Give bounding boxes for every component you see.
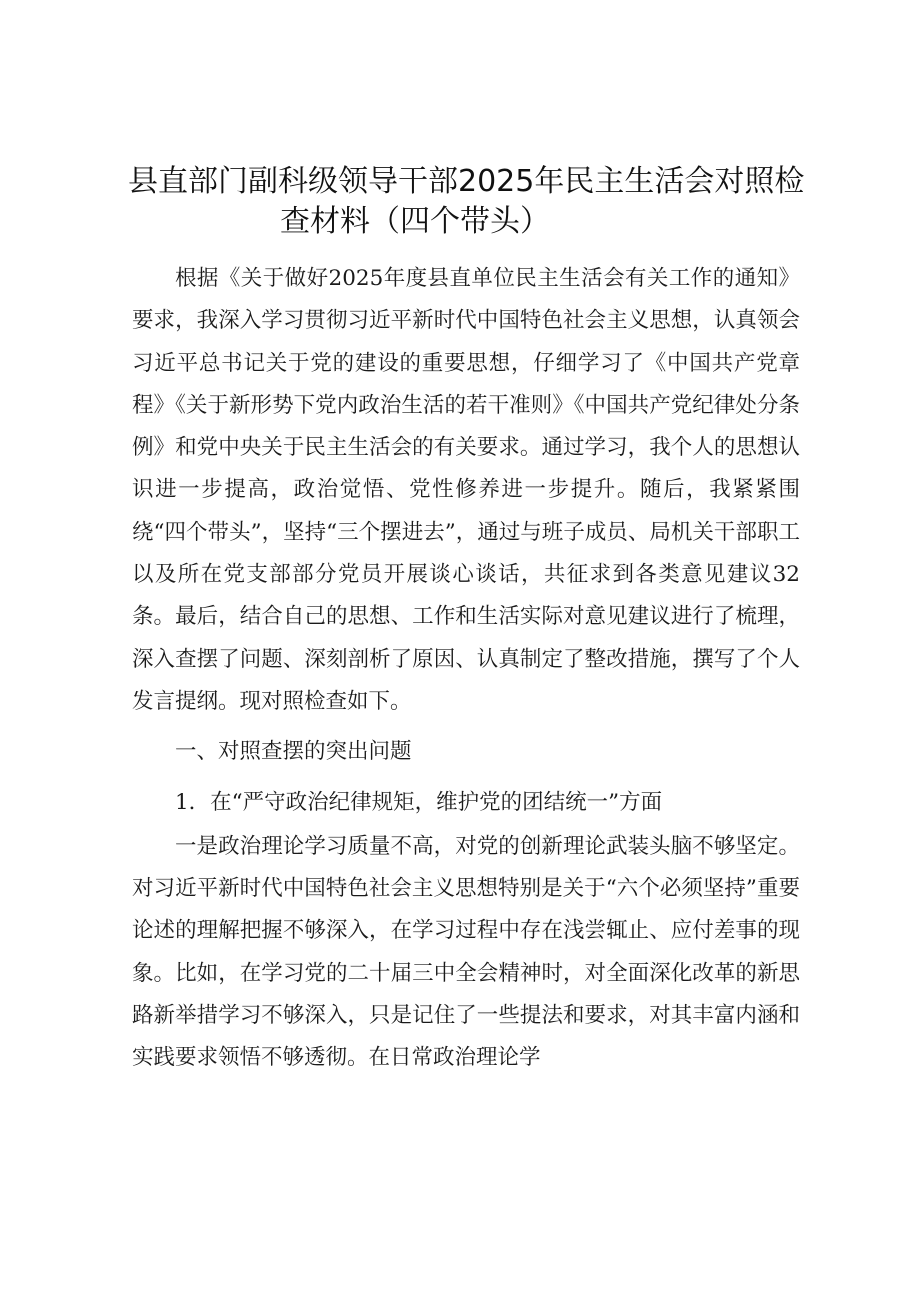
point-paragraph: 一是政治理论学习质量不高，对党的创新理论武装头脑不够坚定。对习近平新时代中国特色社会主义思想特别是关于“六个必须坚持”重要论述的理解把握不够深入，在学习过程中存在浅尝辄止、应付差事的现象。比如，在学习党的二十届三中全会精神时，对全面深化改革的新思路新举措学习不够深入，只是记住了一些提法和要求，对其丰富内涵和实践要求领悟不够透彻。在日常政治理论学 xyxy=(132,833,800,1071)
subsection-heading: 1．在“严守政治纪律规矩，维护党的团结统一”方面 xyxy=(175,789,663,815)
section-heading: 一、对照查摆的突出问题 xyxy=(175,739,412,765)
document-body xyxy=(132,258,800,1080)
document-title xyxy=(128,162,808,242)
intro-paragraph: 根据《关于做好2025年度县直单位民主生活会有关工作的通知》要求，我深入学习贯彻习近平新时代中国特色社会主义思想，认真领会习近平总书记关于党的建设的重要思想，仔细学习了《中国共产党章程》《关于新形势下党内政治生活的若干准则》《中国共产党纪律处分条例》和党中央关于民主生活会的有关要求。通过学习，我个人的思想认识进一步提高，政治觉悟、党性修养进一步提升。随后，我紧紧围绕“四个带头”，坚持“三个摆进去”，通过与班子成员、局机关干部职工以及所在党支部部分党员开展谈心谈话，共征求到各类意见建议32条。最后，结合自己的思想、工作和生活实际对意见建议进行了梳理，深入查摆了问题、深刻剖析了原因、认真制定了整改措施，撰写了个人发言提纲。现对照检查如下。 xyxy=(132,266,800,714)
title-line-1: 县直部门副科级领导干部2025年民主生活会对照检 xyxy=(128,164,805,199)
title-line-2: 查材料（四个带头） xyxy=(280,204,550,239)
